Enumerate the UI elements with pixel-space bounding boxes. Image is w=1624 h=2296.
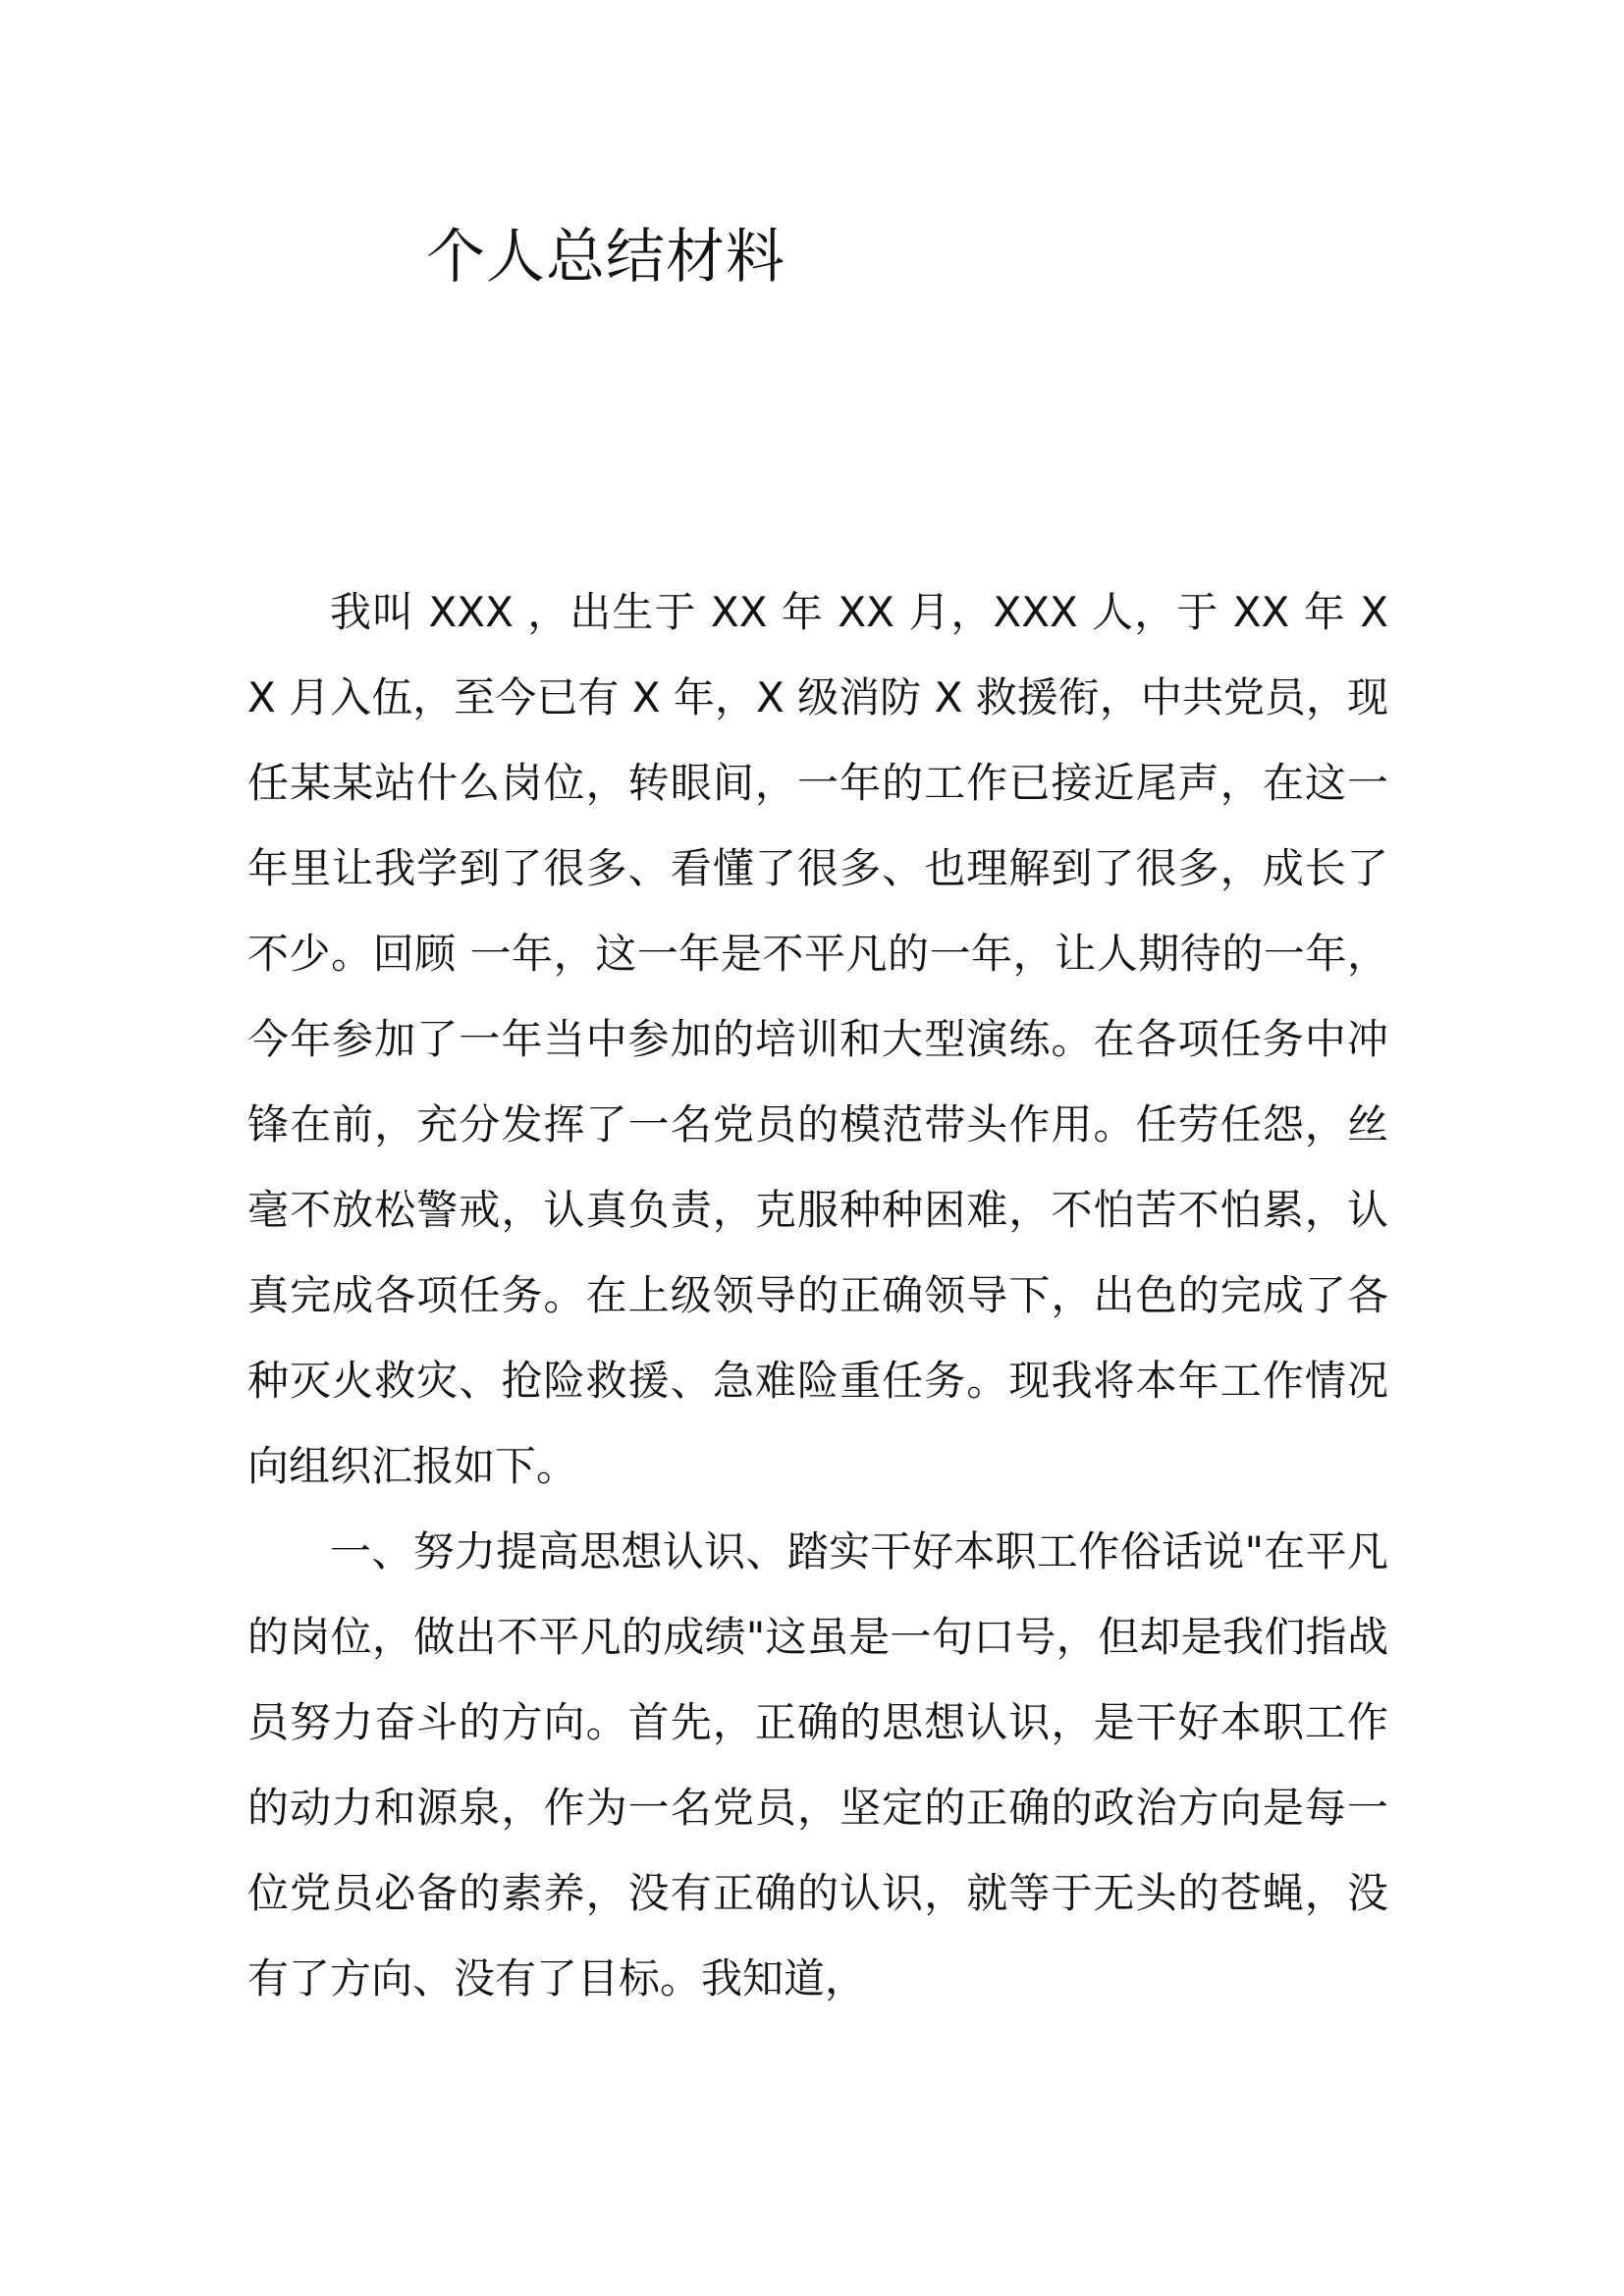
paragraph-intro: 我叫 XXX ，出生于 XX 年 XX 月，XXX 人，于 XX 年 XX 月入伍，至今已有 X 年，X 级消防 X 救援衔，中共党员，现任某某站什么岗位，转眼间，一年的工作已接近尾声，在这一年里让我学到了很多、看懂了很多、也理解到了很多，成长了不少。回顾 一年，这一年是不平凡的一年，让人期待的一年，今年参加了一年当中参加的培训和大型演练。在各项任务中冲锋在前，充分发挥了一名党员的模范带头作用。任劳任怨，丝毫不放松警戒，认真负责，克服种种困难，不怕苦不怕累，认真完成各项任务。在上级领导的正确领导下，出色的完成了各种灭火救灾、抢险救援、急难险重任务。现我将本年工作情况向组织汇报如下。 (247, 588, 1388, 1490)
document-title: 个人总结材料 (426, 223, 785, 292)
document-body (247, 569, 1388, 2021)
paragraph-section-one: 一、努力提高思想认识、踏实干好本职工作俗话说"在平凡的岗位，做出不平凡的成绩"这虽是一句口号，但却是我们指战员努力奋斗的方向。首先，正确的思想认识，是干好本职工作的动力和源泉，作为一名党员，坚定的正确的政治方向是每一位党员必备的素养，没有正确的认识，就等于无头的苍蝇，没有了方向、没有了目标。我知道， (247, 1527, 1388, 2002)
